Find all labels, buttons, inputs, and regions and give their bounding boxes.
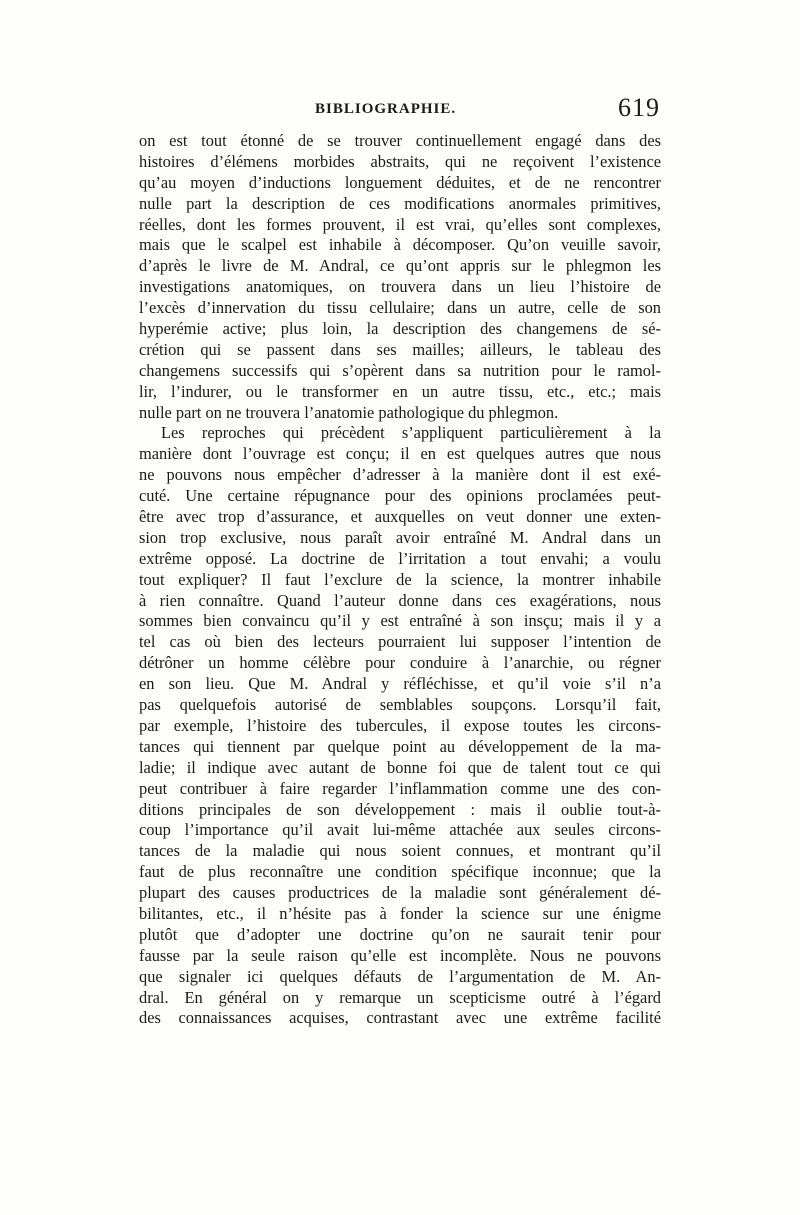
running-title: BIBLIOGRAPHIE.	[315, 101, 457, 117]
text-line: par exemple, l’histoire des tubercules, il expose toutes les circons-	[139, 715, 661, 735]
text-line: peut contribuer à faire regarder l’inflammation comme une des con-	[139, 778, 661, 798]
text-line: ditions principales de son développement : mais il oublie tout-à-	[139, 799, 661, 819]
text-line: en son lieu. Que M. Andral y réfléchisse, et qu’il voie s’il n’a	[139, 674, 661, 694]
text-line: bilitantes, etc., il n’hésite pas à fonder la science sur une énigme	[139, 903, 661, 923]
text-line: histoires d’élémens morbides abstraits, qui ne reçoivent l’existence	[139, 151, 661, 171]
text-line: tances qui tiennent par quelque point au développement de la ma-	[139, 736, 661, 756]
text-line: d’après le livre de M. Andral, ce qu’ont appris sur le phlegmon les	[139, 256, 661, 276]
text-line: sommes bien convaincu qu’il y est entraîné à son insçu; mais il y a	[139, 611, 661, 631]
text-line: cuté. Une certaine répugnance pour des opinions proclamées peut-	[139, 486, 661, 506]
text-line: hyperémie active; plus loin, la description des changemens de sé-	[139, 319, 661, 339]
text-line: ne pouvons nous empêcher d’adresser à la manière dont il est exé-	[139, 465, 661, 485]
text-line: tel cas où bien des lecteurs pourraient lui supposer l’intention de	[139, 632, 661, 652]
text-line: lir, l’indurer, ou le transformer en un autre tissu, etc., etc.; mais	[139, 381, 661, 401]
text-line: fausse par la seule raison qu’elle est incomplète. Nous ne pouvons	[139, 945, 661, 965]
text-line: nulle part la description de ces modifications anormales primitives,	[139, 193, 661, 213]
text-line: nulle part on ne trouvera l’anatomie pathologique du phlegmon.	[139, 402, 559, 422]
page-header	[140, 95, 660, 125]
text-line: l’excès d’innervation du tissu cellulaire; dans un autre, celle de son	[139, 298, 661, 318]
text-line: crétion qui se passent dans ses mailles; ailleurs, le tableau des	[139, 339, 661, 359]
text-line: plupart des causes productrices de la maladie sont généralement dé-	[139, 883, 661, 903]
text-line: faut de plus reconnaître une condition spécifique inconnue; que la	[139, 862, 661, 882]
text-line: qu’au moyen d’inductions longuement déduites, et de ne rencontrer	[139, 172, 661, 192]
text-line: des connaissances acquises, contrastant avec une extrême facilité	[139, 1008, 661, 1028]
text-line-indent: Les reproches qui précèdent s’appliquent particulièrement à la	[161, 423, 661, 443]
text-line: détrôner un homme célèbre pour conduire à l’anarchie, ou régner	[139, 653, 661, 673]
text-line: coup l’importance qu’il avait lui-même attachée aux seules circons-	[139, 820, 661, 840]
text-line: être avec trop d’assurance, et auxquelles on veut donner une exten-	[139, 507, 661, 527]
text-line: réelles, dont les formes prouvent, il est vrai, qu’elles sont complexes,	[139, 214, 661, 234]
text-line: sion trop exclusive, nous paraît avoir entraîné M. Andral dans un	[139, 527, 661, 547]
page-number: 619	[618, 93, 660, 122]
text-line: on est tout étonné de se trouver continuellement engagé dans des	[139, 131, 661, 150]
text-line: que signaler ici quelques défauts de l’argumentation de M. An-	[139, 966, 661, 986]
text-line: mais que le scalpel est inhabile à décomposer. Qu’on veuille savoir,	[139, 235, 661, 255]
text-line: ladie; il indique avec autant de bonne foi que de talent tout ce qui	[139, 757, 661, 777]
body-text	[139, 131, 661, 1029]
text-line: plutôt que d’adopter une doctrine qu’on ne saurait tenir pour	[139, 924, 661, 944]
text-line: changemens successifs qui s’opèrent dans sa nutrition pour le ramol-	[139, 360, 661, 380]
text-line: pas quelquefois autorisé de semblables soupçons. Lorsqu’il fait,	[139, 695, 661, 715]
text-line: à rien connaître. Quand l’auteur donne dans ces exagérations, nous	[139, 590, 661, 610]
text-line: tout expliquer? Il faut l’exclure de la science, la montrer inhabile	[139, 569, 661, 589]
text-line: extrême opposé. La doctrine de l’irritation a tout envahi; a voulu	[139, 548, 661, 568]
text-line: manière dont l’ouvrage est conçu; il en est quelques autres que nous	[139, 444, 661, 464]
text-line: tances de la maladie qui nous soient connues, et montrant qu’il	[139, 841, 661, 861]
text-line: investigations anatomiques, on trouvera dans un lieu l’histoire de	[139, 277, 661, 297]
text-line: dral. En général on y remarque un scepticisme outré à l’égard	[139, 987, 661, 1007]
